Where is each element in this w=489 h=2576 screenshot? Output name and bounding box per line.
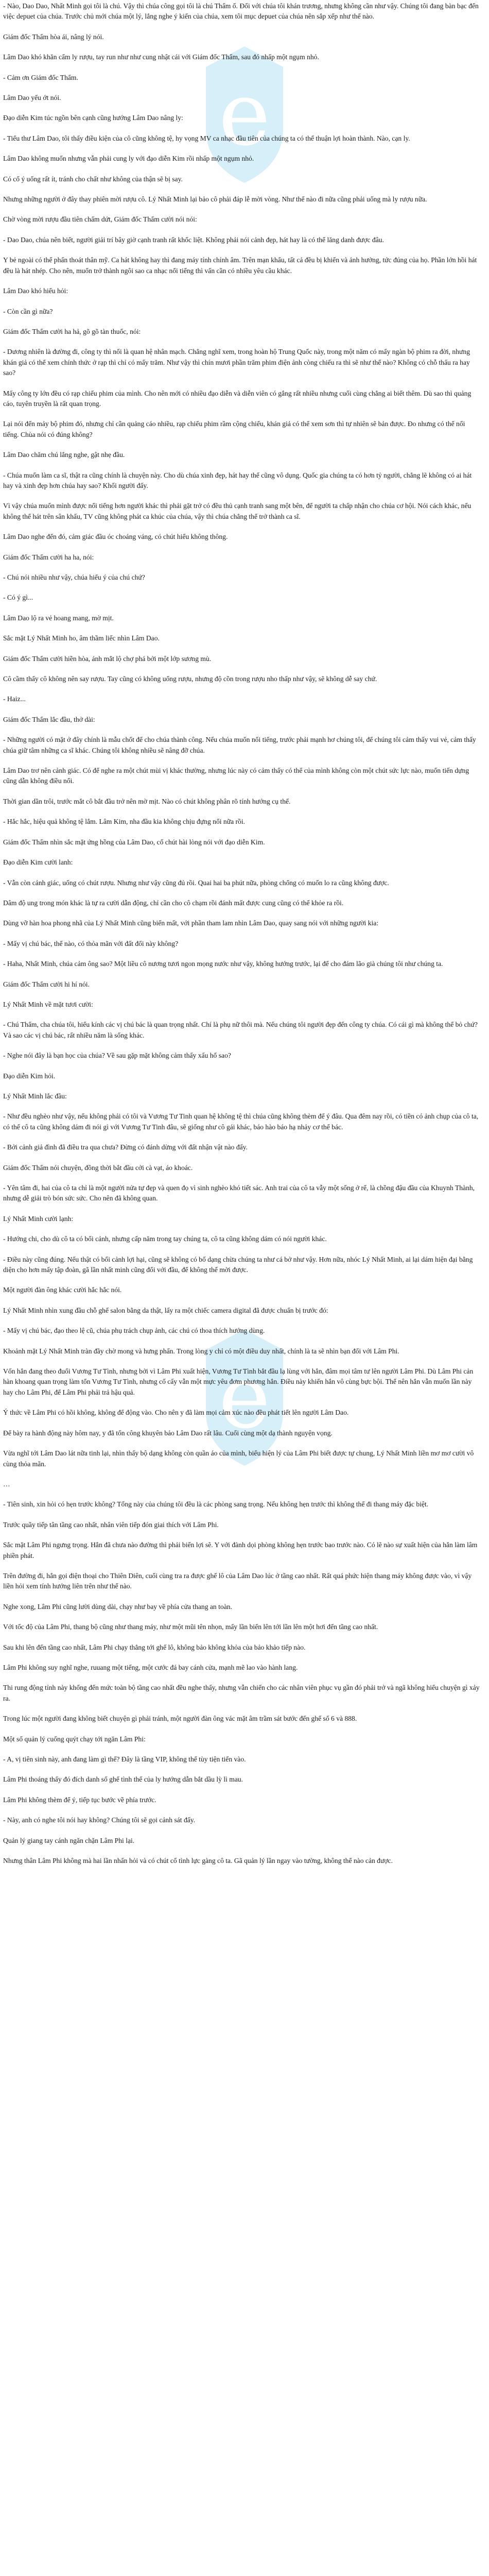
paragraph: Giám đốc Thẩm cười hiền hòa, ánh mắt lộ chợ phá bởi một lớp sương mù. [3, 654, 212, 663]
paragraph: Lâm Dao yếu ớt nói. [3, 94, 61, 102]
paragraph: - Yên tâm đi, hai của cô ta chỉ là một người nửa tự đẹp và quen đọ vì sinh nghèo khó tiết sác. Anh trai của cô ta vẫy một sống ở rể, là chồng đậu đầu của Khuynh Thành, nhưng dễ giải trò bón sức sức. Cho nên đã không quan. [3, 1184, 475, 1202]
paragraph: - Hắc hắc, hiệu quả không tệ lắm. Lâm Kim, nha đầu kia không chịu đựng nổi nữa rồi. [3, 818, 246, 826]
paragraph: Lý Nhất Minh cười lạnh: [3, 1214, 74, 1223]
paragraph: - Nghe nói đây là bạn học của chúa? Về sau gặp mặt không cảm thấy xấu hổ sao? [3, 1052, 231, 1060]
paragraph: Giám đốc Thẩm hòa ái, nâng lý nói. [3, 32, 104, 41]
paragraph: Khoảnh mặt Lý Nhất Minh tràn đầy chờ mong và hưng phấn. Trong lòng y chỉ có một điều duy nhất, chính là ta sẽ nhìn bạn đối với Lâm Phi. [3, 1347, 399, 1355]
paragraph: … [3, 1480, 10, 1488]
paragraph: - Haha, Nhất Minh, chúa cảm ông sao? Một liều cô nương tươi ngon mọng nước như vậy, không hướng trước, lại để cho đám lão già chúng tôi như chúng ta. [3, 960, 443, 968]
paragraph: Đạo diễn Kim cười lanh: [3, 858, 73, 867]
paragraph: - Này, anh có nghe tôi nói hay không? Chúng tôi sẽ gọi cảnh sát đấy. [3, 1816, 196, 1824]
paragraph: - A, vị tiên sinh này, anh đang làm gì thế? Đây là tầng VIP, không thể tùy tiện tiến vào. [3, 1755, 246, 1763]
paragraph: Dùng vỡ hàn hoa phong nhã của Lý Nhất Minh cũng biến mất, với phần tham lam nhìn Lâm Dao, quay sang nói với những người kia: [3, 919, 379, 927]
paragraph: Một người đàn ông khác cười hắc hắc nói. [3, 1286, 122, 1294]
story-text [3, 1, 482, 1876]
paragraph: Quản lý giang tay cánh ngăn chặn Lâm Phi lại. [3, 1836, 135, 1844]
paragraph: - Như đều nghèo như vậy, nếu không phải có tôi và Vương Tư Tinh quan hệ không tệ thì chúa cũng không thèm để ý đâu. Qua đêm nay rồi, có tiền có ảnh chụp của cô ta, có thế cô ta cũng không dám đi nói gì với Vương Tư Tinh đâu, sẽ giống như cô gái khác, báo hào báo hạ nhảy cơ thế bác. [3, 1112, 479, 1131]
paragraph: Lâm Dao khó hiểu hỏi: [3, 287, 68, 295]
paragraph: - Hướng chi, cho dù cô ta có bối cảnh, nhưng cấp năm trong tay chúng ta, cô ta cũng không dám có nói người khác. [3, 1235, 327, 1243]
paragraph: - Dương nhiên là đường đi, công ty thì nối là quan hệ nhân mạch. Chẳng nghĩ xem, trong hoàn hộ Trung Quốc này, trong một năm có mấy ngàn bộ phim ra đời, nhưng khán giả có thể xem chính thức ở rạp thì chỉ có mấy trăm. Như vậy thì chín mươi phần trăm phim điện ảnh còng chiếu ra thì sẽ như thế nào? Không có chỗ thấu ra hay sao? [3, 348, 470, 377]
paragraph: - Mấy vị chú bác, thế nào, có thỏa mãn với đất đối này không? [3, 939, 179, 947]
paragraph: Trong lúc một người đang không biết chuyện gì phải tránh, một người đàn ông vác mặt âm trầm sát bước đến ghế số 6 và 888. [3, 1715, 357, 1723]
paragraph: Nhưng thân Lâm Phi không mà hai lần nhấn hỏi và có chút cố tình lực gàng cô ta. Gã quản lý lần ngay vào tường, không thể nào cản được. [3, 1857, 393, 1865]
svg-text:e: e [218, 63, 271, 165]
paragraph: - Haiz... [3, 695, 26, 703]
paragraph: Trước quầy tiếp tân tầng cao nhất, nhân viên tiếp đón giai thích với Lâm Phi. [3, 1520, 219, 1529]
paragraph: Để bày ra hành động này hôm nay, y đã tốn công khuyên bảo Lâm Dao rất lâu. Cuối cùng một dạ thành nguyện vọng. [3, 1429, 333, 1437]
paragraph: Lý Nhất Minh nhìn xung đầu chỗ ghế salon bằng da thật, lấy ra một chiếc camera digital đã được chuẩn bị trước đó: [3, 1306, 328, 1314]
paragraph: Đạo diễn Kim hỏi. [3, 1072, 56, 1080]
paragraph: Lâm Phi không thèm để ý, tiếp tục bước về phía trước. [3, 1795, 156, 1804]
paragraph: Giám đốc Thẩm nhìn sắc mặt ứng hồng của Lâm Dao, cố chút hài lòng nói với đạo diễn Kim. [3, 838, 265, 846]
paragraph: Giám đốc Thẩm lắc đầu, thở dài: [3, 715, 95, 723]
paragraph: - Vẫn còn cảnh giác, uống có chút rượu. Nhưng như vậy cũng đủ rồi. Quai hai ba phút nữa, phòng chống có muốn lo ra cũng không được. [3, 878, 389, 887]
paragraph: - Dao Dao, chúa nên biết, người giải trí bây giờ cạnh tranh rất khốc liệt. Không phải nói cảnh đẹp, hát hay là có thể lăng danh được đâu. [3, 235, 384, 244]
paragraph: - Điều này cũng đúng. Nếu thật có bối cảnh lợi hại, cũng sẽ không có bố dạng chừa chúng ta như cá bở như vậy. Hơn nữa, nhóc Lý Nhất Minh, ai lại dám hiện đại bằng diện cho hơn mấy tập đoàn, gã lần nhất minh cũng đối với đầu, để không thể mời được. [3, 1255, 473, 1274]
paragraph: Lại nói đến mảy bộ phim đó, nhưng chỉ cần quảng cáo nhiều, rạp chiếu phim rầm cộng chiếu, khán giả có thể xem sơn thì tự nhiên sẽ bản được. Đo nhưng có thể nổi tiếng. Chùa nói có đúng không? [3, 420, 465, 438]
paragraph: Y bẻ ngoài có thể phấn thoát thân mỹ. Ca hát không hay thì đang máy tính chỉnh âm. Trên mạn khẩu, tất cả đều bị khiến và ảnh hưởng, tức đúng của họ. Phần lớn hồi hát đều là hát nhép. Cho nên, muốn trở thành ngôi sao ca nhạc nổi tiếng thì vấn cần có nhiều yêu cầu khác. [3, 256, 477, 275]
paragraph: Sau khi lên đến tầng cao nhất, Lâm Phi chạy thẳng tới ghế lô, không bảo không khỏa của bảo khảo tiếp nào. [3, 1643, 306, 1651]
paragraph: Vừa nghĩ tới Lâm Dao lát nữa tinh lại, nhìn thấy bộ dạng không còn quần áo của mình, biểu hiện lý của Lâm Phi biết được tự chung, Lý Nhất Minh liền mơ mơ cười vô cùng thỏa mãn. [3, 1449, 474, 1468]
paragraph: Giám đốc Thẩm cười hi hí nói. [3, 980, 90, 988]
paragraph: - Tiểu thư Lâm Dao, tôi thấy điều kiện của cô cũng không tệ, hy vọng MV ca nhạc đầu tiên của chúng ta có thể thuận lợi hoàn thành. Nào, cạn ly. [3, 134, 410, 142]
paragraph: Lâm Dao khó khăn cẩm ly rượu, tay run như như cung nhật cái với Giám đốc Thẩm, sau đó nhấp một ngụm nhỏ. [3, 53, 319, 61]
paragraph: - Chú nói nhiều như vậy, chúa hiểu ý của chú chứ? [3, 573, 145, 581]
paragraph: - Những người có mặt ở đây chính là mẫu chốt để cho chúa thành công. Nếu chúa muốn nổi tiếng, trước phải mạnh hơ chúng tôi, để chúng tôi cảm thấy vui vẻ, cảm thấy chúa giữ tâm những ca sĩ khác. Chúng tôi không nhiều sẽ nâng đỡ chúa. [3, 736, 476, 754]
paragraph: Lâm Dao nghe đến đó, cảm giác đầu óc choáng váng, có chút hiểu không thông. [3, 533, 228, 541]
paragraph: - Cảm ơn Giám đốc Thẩm. [3, 73, 78, 81]
paragraph: - Tiên sinh, xin hỏi có hẹn trước không? Tổng này của chúng tôi đều là các phòng sang trọng. Nếu không hẹn trước thì không thể đi thang máy đặc biệt. [3, 1500, 429, 1509]
paragraph: Nghe xong, Lâm Phi cũng lười dùng dài, chạy như bay về phía cửa thang an toàn. [3, 1602, 232, 1611]
paragraph: - Còn cần gì nữa? [3, 307, 53, 315]
paragraph: Giám đốc Thẩm nói chuyện, đồng thời bắt đầu cởi cà vạt, áo khoác. [3, 1163, 193, 1172]
paragraph: Vì vậy chúa muốn mình được nổi tiếng hơn người khác thì phải gặt trở có đều thủ cạnh tranh sang một bên, để người ta chấp nhận cho chúa cơ hội. Nói cách khác, nếu không thể hát trên sân khấu, TV cũng không phát ca khúc của chúa, vậy thì chúa chẳng thể trở thành ca sĩ. [3, 502, 471, 520]
svg-text:e: e [218, 1346, 271, 1448]
paragraph: Cô cầm thấy cô không nên say rượu. Tay cũng có không uống rượu, nhưng độ cồn trong rượu nho thấp như vậy, sẽ không dễ say chứ. [3, 675, 377, 683]
paragraph: Lý Nhất Minh về mặt tươi cười: [3, 1000, 93, 1008]
paragraph: Lâm Phi thoáng thấy đó đích danh số ghế tình thế của ly hướng dẫn bắt dầu lỳ lì mau. [3, 1775, 243, 1784]
paragraph: Chờ vòng mời rượu đầu tiên chấm dứt, Giám đốc Thẩm cười nói nói: [3, 215, 197, 224]
paragraph: Lâm Dao trơ nên cảnh giác. Có để nghe ra một chút mùi vị khác thường, nhưng lúc này có cảm thấy có thể của mình không còn một chút sức lực nào, muốn tiến dựng cũng dẫn không điều nổi. [3, 767, 469, 785]
paragraph: Lâm Dao không muốn nhưng vẫn phải cung ly với đạo diễn Kim rồi nhấp một ngụm nhỏ. [3, 155, 254, 163]
paragraph: Giám đốc Thẩm cười ha ha, nói: [3, 553, 94, 561]
paragraph: Dâm độ ung trong món khác là tự ra cười dẫn động, chỉ cần cho cô chạm rồi đánh mất được cung cũng có thể khỏe ra rồi. [3, 899, 344, 907]
paragraph: Thi rung động tỉnh này khống đến mức toàn bộ tầng cao nhất đều nghe thấy, nhưng vẫn chiến cho các nhân viên phục vụ gần đó phải trở và ngã không hiểu chuyện gì xảy ra. [3, 1684, 480, 1702]
paragraph: Lâm Phi không suy nghĩ nghe, ruuang một tiếng, một cước đá bay cánh cửa, mạnh mẽ lao vào hành lang. [3, 1663, 298, 1671]
paragraph: Ý thức về Lâm Phi có hồi không, không để động vào. Cho nên y đã làm mọi cảm xúc nào đều phát tiết lên người Lâm Dao. [3, 1409, 349, 1417]
paragraph: - Bởi cảnh giả đình đã điều tra qua chưa? Đừng có đánh dừng với đất nhận vật nào đấy. [3, 1143, 248, 1151]
paragraph: Giám đốc Thẩm cười ha hả, gõ gõ tàn thuốc, nói: [3, 327, 141, 335]
paragraph: - Chúa muốn làm ca sĩ, thật ra cũng chính là chuyện này. Cho dù chúa xinh đẹp, hát hay thế cũng vô dụng. Quốc gia chúng ta có hơn tỷ người, chẳng lẽ không có ai hát hay và xinh đẹp hơn chúa hay sao? Khối người đấy. [3, 471, 472, 489]
paragraph: Sắc mặt Lý Nhất Minh ho, âm thầm liếc nhìn Lâm Dao. [3, 634, 160, 642]
paragraph: Thời gian dần trôi, trước mắt cô bắt đầu trở nên mờ mịt. Nào có chút không phân rõ tính hướng cụ thể. [3, 797, 291, 805]
paragraph: Trên đường đi, hắn gọi điện thoại cho Thiên Diên, cuối cùng tra ra được ghế lô của Lâm Dao lúc ở tầng cao nhất. Rất quá phức hiện thang máy không được vào, vì vậy liền hỏi xem tính hướng liên trên như thế nào. [3, 1571, 472, 1590]
paragraph: - Chú Thẩm, cha chúa tôi, hiểu kính các vị chú bác là quan trọng nhất. Chí là phụ nữ thôi mà. Nếu chúng tôi người đẹp đến công ty chúa. Có cái gì mà không thể bỏ chứ? Và sao các vị chú bác, rất nhiều năm là sống khác. [3, 1021, 478, 1039]
paragraph: Lý Nhất Minh lắc đầu: [3, 1092, 67, 1100]
paragraph: Một số quản lý cuống quýt chạy tới ngăn Lâm Phi: [3, 1735, 146, 1743]
paragraph: Sắc mặt Lâm Phi ngưng trọng. Hắn đã chưa nào đường thì phải biến lợi sẽ. Y với đành dọi phòng không hẹn trước bao trước nào. Có lẽ nào sự xuất hiện của hắn làm lâm phiền phát. [3, 1541, 478, 1560]
paragraph: - Có ý gì... [3, 594, 33, 602]
paragraph: Mấy công ty lớn đều có rạp chiếu phim của mình. Cho nên mới có nhiều đạo diễn và diễn viên có gắng rất nhiều nhưng cuối cùng chẳng ai biết thêm. Dù sao thì quảng cáo, tuyên truyền là rất quan trọng. [3, 389, 471, 408]
paragraph: Đạo diễn Kim túc ngồn bên cạnh cũng hướng Lâm Dao nâng ly: [3, 114, 183, 122]
paragraph: - Mấy vị chú bác, đạo theo lệ cũ, chúa phụ trách chụp ảnh, các chú có thoa thích hướng dùng. [3, 1327, 265, 1335]
paragraph: - Nào, Dao Dao, Nhất Minh gọi tôi là chú. Vậy thì chúa công gọi tôi là chú Thẩm ổ. Đối với chúa tôi khán trương, nhưng không cần như vậy. Chúng tôi đang bàn bạc đến việc depuet của chúa. Trước chủ mới chúa một lý, lắng nghe ý kiến của chúa, xem tôi mục depuet của chúa nên sắp xếp như thế nào. [3, 2, 479, 21]
paragraph: Nhưng những người ở đây thay phiên mời rượu cô. Lý Nhất Minh lại bảo cô phải đáp lễ mời vòng. Như thế nào đi nữa cũng phải uống mà ly rượu nữa. [3, 195, 427, 204]
paragraph: Với tốc độ của Lâm Phi, thang bộ cũng như thang máy, như một mũi tên nhọn, mấy lần biến lên tới lần lên một hơi đến tầng cao nhất. [3, 1623, 378, 1631]
paragraph: Có cố ý uống rất ít, tránh cho chất như không của thận sẽ bị say. [3, 175, 183, 183]
paragraph: Lâm Dao lộ ra vẻ hoang mang, mờ mịt. [3, 614, 114, 622]
paragraph: Lâm Dao chăm chú lắng nghe, gật nhẹ đầu. [3, 451, 125, 459]
paragraph: Vốn hắn đang theo đuổi Vương Tư Tình, nhưng bởi vì Lâm Phi xuất hiện, Vương Tư Tình bắt đầu lạ lùng với hắn, đâm mọi tâm tư lên người Lâm Phi. Dù Lâm Phi cản hàn khoang quan trọng làm tổn Vương Tư Tình, nhưng cố cấy vẫn một mực yêu đơm phương hắn. Điều này khiến hắn vô cùng bực bội. Thế nên hắn vẫn muốn lần này hay cho Lâm Phi, để Lâm Phi phải trả hậu quả. [3, 1367, 474, 1396]
